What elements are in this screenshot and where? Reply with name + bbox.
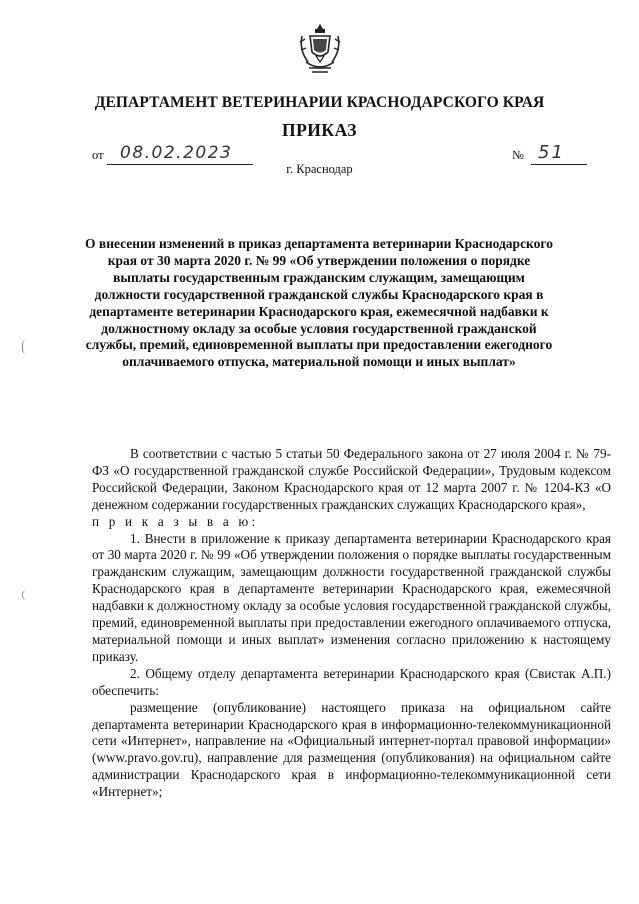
coat-of-arms-emblem-icon bbox=[298, 22, 342, 80]
clause-2-subparagraph: размещение (опубликование) настоящего приказа на официальном сайте департамента ветеринарии Краснодарского края в информационно-телекоммуникационной сети «Интернет», направление на «Официальный интернет-портал правовой информации» (www.pravo.gov.ru), направление для размещения (опубликования) на официальном сайте администрации Краснодарского края в информационно-телекоммуникационной сети «Интернет»; bbox=[92, 699, 611, 800]
scan-margin-mark bbox=[22, 590, 31, 600]
clause-2-paragraph: 2. Общему отделу департамента ветеринарии Краснодарского края (Свистак А.П.) обеспечить: bbox=[92, 665, 611, 698]
clause-1-paragraph: 1. Внести в приложение к приказу департамента ветеринарии Краснодарского края от 30 марта 2020 г. № 99 «Об утверждении положения о порядке выплаты государственным гражданским служащим, замещающим должности государственной гражданской службы Краснодарского края в департаменте ветеринарии Краснодарского края, ежемесячной надбавки к должностному окладу за особые условия государственной гражданской службы, премий, единовременной выплаты при предоставлении ежегодного оплачиваемого отпуска, материальной помощи и иных выплат» изменения согласно приложению к настоящему приказу. bbox=[92, 530, 611, 664]
handwritten-date: 08.02.2023 bbox=[120, 143, 233, 163]
order-heading: О внесении изменений в приказ департамента ветеринарии Краснодарского края от 30 марта 2020 г. № 99 «Об утверждении положения о порядке выплаты государственным гражданским служащим, замещающим должности государственной гражданской службы Краснодарского края в департаменте ветеринарии Краснодарского края, ежемесячной надбавки к должностному окладу за особые условия государственной гражданской службы, премий, единовременной выплаты при предоставлении ежегодного оплачиваемого отпуска, материальной помощи и иных выплат» bbox=[85, 236, 553, 370]
order-verb: п р и к а з ы в а ю: bbox=[92, 513, 259, 529]
order-type-title: ПРИКАЗ bbox=[281, 120, 358, 140]
number-prefix: № bbox=[512, 148, 524, 162]
date-prefix: от bbox=[92, 148, 104, 162]
order-body bbox=[92, 446, 611, 801]
handwritten-number: 51 bbox=[538, 142, 565, 163]
preamble-paragraph: В соответствии с частью 5 статьи 50 Федерального закона от 27 июля 2004 г. № 79-ФЗ «О государственной гражданской службе Российской Федерации», Трудовым кодексом Российской Федерации, Законом Краснодарского края от 12 марта 2007 г. № 1204-КЗ «О денежном содержании государственных гражданских служащих Краснодарского края», bbox=[92, 446, 611, 512]
department-name: ДЕПАРТАМЕНТ ВЕТЕРИНАРИИ КРАСНОДАРСКОГО КРАЯ bbox=[94, 94, 545, 111]
scan-margin-mark bbox=[22, 340, 31, 354]
city-label: г. Краснодар bbox=[286, 162, 353, 176]
